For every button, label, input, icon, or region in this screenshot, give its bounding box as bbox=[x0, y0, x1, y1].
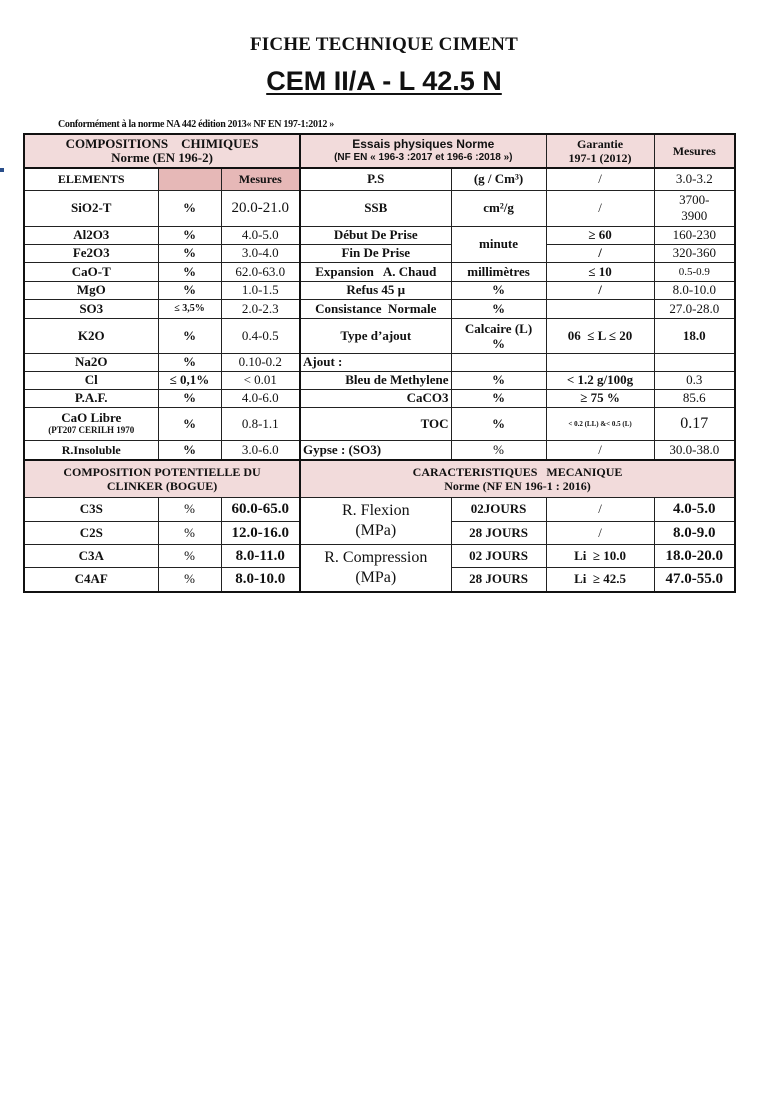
flexion-label-text: R. Flexion bbox=[342, 501, 410, 519]
phys-garantie: / bbox=[546, 281, 654, 299]
phys-mesure: 85.6 bbox=[654, 389, 735, 407]
clinker-unit: % bbox=[158, 497, 221, 521]
table-row bbox=[24, 497, 735, 521]
chem-element: SiO2-T bbox=[24, 190, 158, 226]
mechanical-header-title: CARACTERISTIQUES MECANIQUE bbox=[412, 464, 623, 479]
chem-header-norm: Norme (EN 196-2) bbox=[111, 150, 213, 165]
phys-test: SSB bbox=[300, 190, 451, 226]
elements-header: ELEMENTS bbox=[24, 168, 158, 190]
phys-header-title: Essais physiques Norme bbox=[352, 137, 495, 151]
chem-unit: ≤ 3,5% bbox=[158, 299, 221, 318]
table-row bbox=[24, 299, 735, 318]
clinker-value: 60.0-65.0 bbox=[221, 497, 300, 521]
garantie-header-norm: 197-1 (2012) bbox=[568, 151, 632, 165]
phys-test: Type d’ajout bbox=[300, 318, 451, 353]
garantie-header-title: Garantie bbox=[577, 137, 624, 151]
chem-element: Fe2O3 bbox=[24, 244, 158, 262]
phys-test: Refus 45 µ bbox=[300, 281, 451, 299]
phys-garantie: / bbox=[546, 190, 654, 226]
phys-unit: % bbox=[451, 389, 546, 407]
phys-unit: millimètres bbox=[451, 262, 546, 281]
chem-value: 3.0-6.0 bbox=[221, 440, 300, 460]
phys-unit: (g / Cm³) bbox=[451, 168, 546, 190]
chem-value: 2.0-2.3 bbox=[221, 299, 300, 318]
phys-test: Gypse : (SO3) bbox=[300, 440, 451, 460]
phys-garantie: ≤ 10 bbox=[546, 262, 654, 281]
chem-value: 3.0-4.0 bbox=[221, 244, 300, 262]
phys-test: TOC bbox=[300, 407, 451, 440]
phys-mesure: 0.5-0.9 bbox=[654, 262, 735, 281]
phys-mesure bbox=[654, 353, 735, 371]
spec-table bbox=[23, 133, 736, 593]
chem-element: SO3 bbox=[24, 299, 158, 318]
chem-mesures-header: Mesures bbox=[221, 168, 300, 190]
table-row bbox=[24, 168, 735, 190]
clinker-phase: C3S bbox=[24, 497, 158, 521]
mech-garantie: / bbox=[546, 521, 654, 544]
compression-label bbox=[300, 544, 451, 592]
chem-element: K2O bbox=[24, 318, 158, 353]
mech-age: 02JOURS bbox=[451, 497, 546, 521]
chem-value: 62.0-63.0 bbox=[221, 262, 300, 281]
mechanical-header bbox=[300, 460, 735, 497]
table-row bbox=[24, 244, 735, 262]
phys-unit: Calcaire (L) % bbox=[451, 318, 546, 353]
table-row bbox=[24, 318, 735, 353]
table-row bbox=[24, 371, 735, 389]
phys-garantie: / bbox=[546, 440, 654, 460]
clinker-unit: % bbox=[158, 567, 221, 592]
chem-element: MgO bbox=[24, 281, 158, 299]
chem-unit: % bbox=[158, 353, 221, 371]
chem-value: 1.0-1.5 bbox=[221, 281, 300, 299]
mech-mesure: 18.0-20.0 bbox=[654, 544, 735, 567]
phys-test: P.S bbox=[300, 168, 451, 190]
chem-value: 4.0-6.0 bbox=[221, 389, 300, 407]
table-row bbox=[24, 407, 735, 440]
chem-element: P.A.F. bbox=[24, 389, 158, 407]
chem-element: Cl bbox=[24, 371, 158, 389]
clinker-unit: % bbox=[158, 544, 221, 567]
chem-unit: % bbox=[158, 226, 221, 244]
clinker-value: 12.0-16.0 bbox=[221, 521, 300, 544]
phys-test: Bleu de Methylene bbox=[300, 371, 451, 389]
chem-element: CaO-T bbox=[24, 262, 158, 281]
cement-type-title bbox=[0, 66, 768, 97]
compression-unit: (MPa) bbox=[355, 568, 397, 586]
mech-mesure: 47.0-55.0 bbox=[654, 567, 735, 592]
table-row bbox=[24, 281, 735, 299]
chem-unit: % bbox=[158, 281, 221, 299]
chem-unit: % bbox=[158, 190, 221, 226]
phys-unit bbox=[451, 353, 546, 371]
chem-unit: % bbox=[158, 389, 221, 407]
phys-unit: cm²/g bbox=[451, 190, 546, 226]
mech-age: 28 JOURS bbox=[451, 521, 546, 544]
chem-value: < 0.01 bbox=[221, 371, 300, 389]
phys-garantie: 06 ≤ L ≤ 20 bbox=[546, 318, 654, 353]
phys-mesure: 18.0 bbox=[654, 318, 735, 353]
table-row bbox=[24, 389, 735, 407]
phys-garantie: ≥ 75 % bbox=[546, 389, 654, 407]
chem-unit: % bbox=[158, 318, 221, 353]
chem-element bbox=[24, 407, 158, 440]
flexion-unit: (MPa) bbox=[355, 521, 397, 539]
chem-unit: ≤ 0,1% bbox=[158, 371, 221, 389]
unit-header bbox=[158, 168, 221, 190]
phys-mesure: 8.0-10.0 bbox=[654, 281, 735, 299]
phys-garantie bbox=[546, 353, 654, 371]
mech-garantie: / bbox=[546, 497, 654, 521]
phys-unit: % bbox=[451, 299, 546, 318]
chem-value: 0.4-0.5 bbox=[221, 318, 300, 353]
chem-header-title: COMPOSITIONS CHIMIQUES bbox=[65, 136, 259, 151]
phys-mesure: 0.3 bbox=[654, 371, 735, 389]
chem-element: Al2O3 bbox=[24, 226, 158, 244]
chem-header bbox=[24, 134, 300, 168]
phys-header-norm: (NF EN « 196-3 :2017 et 196-6 :2018 ») bbox=[334, 152, 513, 163]
phys-garantie: / bbox=[546, 168, 654, 190]
clinker-header: COMPOSITION POTENTIELLE DU CLINKER (BOGUE) bbox=[24, 460, 300, 497]
chem-unit: % bbox=[158, 244, 221, 262]
mech-mesure: 8.0-9.0 bbox=[654, 521, 735, 544]
chem-unit: % bbox=[158, 407, 221, 440]
flexion-label bbox=[300, 497, 451, 544]
phys-unit: % bbox=[451, 440, 546, 460]
phys-header bbox=[300, 134, 546, 168]
phys-garantie: < 0.2 (LL) &< 0.5 (L) bbox=[546, 407, 654, 440]
phys-test: Consistance Normale bbox=[300, 299, 451, 318]
table-header-row bbox=[24, 134, 735, 168]
table-row bbox=[24, 262, 735, 281]
chem-element-name: CaO Libre bbox=[61, 409, 122, 425]
chem-value: 0.10-0.2 bbox=[221, 353, 300, 371]
mesures-header: Mesures bbox=[654, 134, 735, 168]
table-row bbox=[24, 226, 735, 244]
mech-mesure: 4.0-5.0 bbox=[654, 497, 735, 521]
phys-mesure: 3.0-3.2 bbox=[654, 168, 735, 190]
chem-value: 4.0-5.0 bbox=[221, 226, 300, 244]
phys-mesure: 0.17 bbox=[654, 407, 735, 440]
mech-garantie: Li ≥ 42.5 bbox=[546, 567, 654, 592]
table-row bbox=[24, 544, 735, 567]
phys-mesure: 3700- 3900 bbox=[654, 190, 735, 226]
clinker-unit: % bbox=[158, 521, 221, 544]
mechanical-header-norm: Norme (NF EN 196-1 : 2016) bbox=[444, 478, 591, 493]
phys-mesure: 320-360 bbox=[654, 244, 735, 262]
phys-test: CaCO3 bbox=[300, 389, 451, 407]
compression-label-text: R. Compression bbox=[324, 548, 428, 566]
margin-mark bbox=[0, 168, 4, 172]
clinker-phase: C2S bbox=[24, 521, 158, 544]
clinker-phase: C3A bbox=[24, 544, 158, 567]
phys-mesure: 27.0-28.0 bbox=[654, 299, 735, 318]
phys-mesure: 30.0-38.0 bbox=[654, 440, 735, 460]
table-row bbox=[24, 190, 735, 226]
phys-test: Fin De Prise bbox=[300, 244, 451, 262]
chem-value: 0.8-1.1 bbox=[221, 407, 300, 440]
document-title: FICHE TECHNIQUE CIMENT bbox=[250, 34, 518, 55]
chem-element: Na2O bbox=[24, 353, 158, 371]
phys-unit: minute bbox=[451, 226, 546, 262]
phys-garantie: / bbox=[546, 244, 654, 262]
phys-unit: % bbox=[451, 407, 546, 440]
section-header-row bbox=[24, 460, 735, 497]
mech-age: 28 JOURS bbox=[451, 567, 546, 592]
chem-unit: % bbox=[158, 262, 221, 281]
chem-unit: % bbox=[158, 440, 221, 460]
phys-mesure: 160-230 bbox=[654, 226, 735, 244]
clinker-value: 8.0-11.0 bbox=[221, 544, 300, 567]
phys-unit: % bbox=[451, 371, 546, 389]
table-row bbox=[24, 353, 735, 371]
clinker-phase: C4AF bbox=[24, 567, 158, 592]
cement-type-text: CEM II/A - L 42.5 N bbox=[266, 66, 502, 96]
chem-value: 20.0-21.0 bbox=[221, 190, 300, 226]
clinker-value: 8.0-10.0 bbox=[221, 567, 300, 592]
chem-element-note: (PT207 CERILH 1970 bbox=[48, 424, 135, 435]
phys-garantie: < 1.2 g/100g bbox=[546, 371, 654, 389]
mech-age: 02 JOURS bbox=[451, 544, 546, 567]
phys-garantie: ≥ 60 bbox=[546, 226, 654, 244]
table-row bbox=[24, 440, 735, 460]
phys-test: Ajout : bbox=[300, 353, 451, 371]
mech-garantie: Li ≥ 10.0 bbox=[546, 544, 654, 567]
phys-unit: % bbox=[451, 281, 546, 299]
phys-test: Début De Prise bbox=[300, 226, 451, 244]
phys-test: Expansion A. Chaud bbox=[300, 262, 451, 281]
conformity-note: Conformément à la norme NA 442 édition 2013« NF EN 197-1:2012 » bbox=[58, 119, 334, 130]
phys-garantie bbox=[546, 299, 654, 318]
chem-element: R.Insoluble bbox=[24, 440, 158, 460]
garantie-header bbox=[546, 134, 654, 168]
